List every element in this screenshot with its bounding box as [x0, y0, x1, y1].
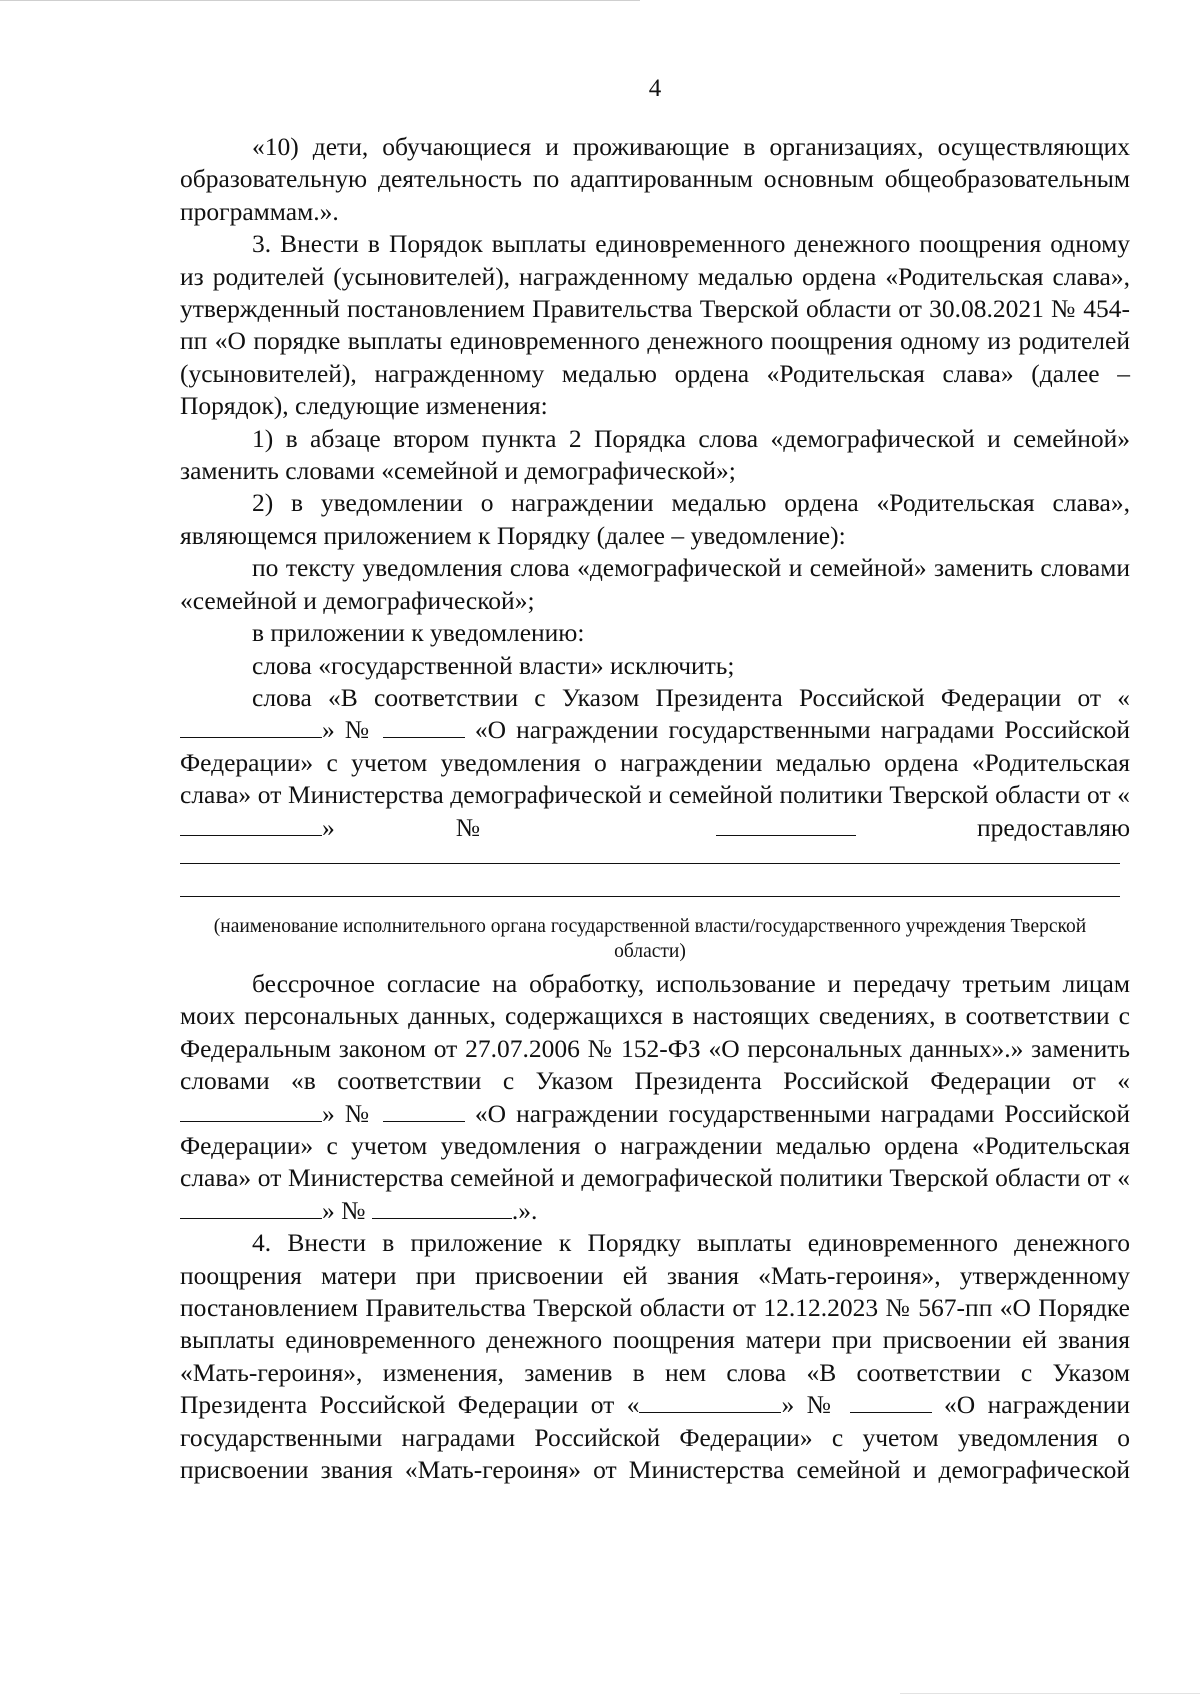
page-number: 4: [648, 75, 662, 102]
paragraph-section-3: 3. Внести в Порядок выплаты единовременного денежного поощрения одному из родителей (усыновителей), награжденному медалью ордена «Родительская слава», утвержденный постановлением Правительства Тверской области от 30.08.2021 № 454-пп «О порядке выплаты единовременного денежного поощрения одному из родителей (усыновителей), награжденному медалью ордена «Родительская слава» (далее – Порядок), следующие изменения:: [180, 229, 1130, 421]
text-segment: бессрочное согласие на обработку, использование и передачу третьим лицам моих персональных данных, содержащихся в настоящих сведениях, в соответствии с Федеральным законом от 27.07.2006 № 152-ФЗ «О персональных данных».» заменить словами «в соответствии с Указом Президента Российской Федерации от «: [180, 968, 1130, 1096]
paragraph-exclude-words: слова «государственной власти» исключить;: [252, 650, 735, 680]
blank-line: [180, 896, 1120, 897]
text-segment: «О награждении государственными наградами Российской Федерации» с учетом уведомления о награждении медалью ордена «Родительская слава» от Министерства демографической и семейной политики Тверской области от «: [180, 715, 1131, 810]
paragraph-item-10: «10) дети, обучающиеся и проживающие в организациях, осуществляющих образовательную деятельность по адаптированным основным общеобразовательным программам.».: [180, 132, 1130, 226]
text-segment: «О награждении государственными наградами Российской Федерации» с учетом уведомления о присвоении звания «Мать-героиня» от Министерства семейной и демографической: [180, 1390, 1130, 1485]
text-segment: » №: [322, 812, 595, 842]
date-blank-field: [180, 1198, 322, 1219]
paragraph-subitem-1: 1) в абзаце втором пункта 2 Порядка слова «демографической и семейной» заменить словами «семейной и демографической»;: [180, 423, 1130, 486]
blank-line: [180, 863, 1120, 864]
text-segment: слова «В соответствии с Указом Президента Российской Федерации от «: [252, 682, 1130, 712]
text-segment: » №: [322, 1195, 366, 1225]
number-blank-field: [716, 815, 856, 836]
paragraph-section-4: [180, 1227, 1130, 1486]
paragraph-notice-appendix: в приложении к уведомлению:: [252, 618, 585, 648]
paragraph-replace-words: [180, 682, 1130, 844]
date-blank-field: [180, 717, 322, 738]
number-blank-field: [372, 1198, 512, 1219]
number-blank-field: [850, 1392, 932, 1413]
document-body: [180, 131, 1130, 1486]
text-segment: » №: [322, 1098, 373, 1128]
text-segment: » №: [322, 715, 373, 745]
text-segment: » №: [781, 1390, 838, 1420]
text-segment: 4. Внести в приложение к Порядку выплаты единовременного денежного поощрения матери при присвоении ей звания «Мать-героиня», утвержденному постановлением Правительства Тверской области от 12.12.2023 № 567-пп «О Порядке выплаты единовременного денежного поощрения матери при присвоении ей звания «Мать-героиня», изменения, заменив в нем слова «В соответствии с Указом Президента Российской Федерации от «: [180, 1228, 1130, 1420]
date-blank-field: [180, 1101, 322, 1122]
text-segment: «О награждении государственными наградами Российской Федерации» с учетом уведомления о награждении медалью ордена «Родительская слава» от Министерства семейной и демографической политики Тверской области от «: [180, 1098, 1131, 1193]
paragraph-notice-text: по тексту уведомления слова «демографической и семейной» заменить словами «семейной и демографической»;: [180, 553, 1130, 615]
paragraph-subitem-2: 2) в уведомлении о награждении медалью ордена «Родительская слава», являющемся приложением к Порядку (далее – уведомление):: [180, 488, 1130, 550]
document-page: [180, 0, 1130, 1698]
date-blank-field: [180, 815, 322, 836]
number-blank-field: [383, 1101, 465, 1122]
authority-name-blank: [180, 846, 1130, 908]
scan-edge-artifact: [900, 1693, 1200, 1694]
text-segment: .».: [511, 1195, 538, 1225]
date-blank-field: [639, 1392, 781, 1413]
text-segment: предоставляю: [976, 812, 1130, 842]
authority-name-caption: (наименование исполнительного органа государственной власти/государственного учреждения Тверской области): [213, 915, 1087, 962]
number-blank-field: [383, 717, 465, 738]
paragraph-consent: [180, 968, 1130, 1227]
